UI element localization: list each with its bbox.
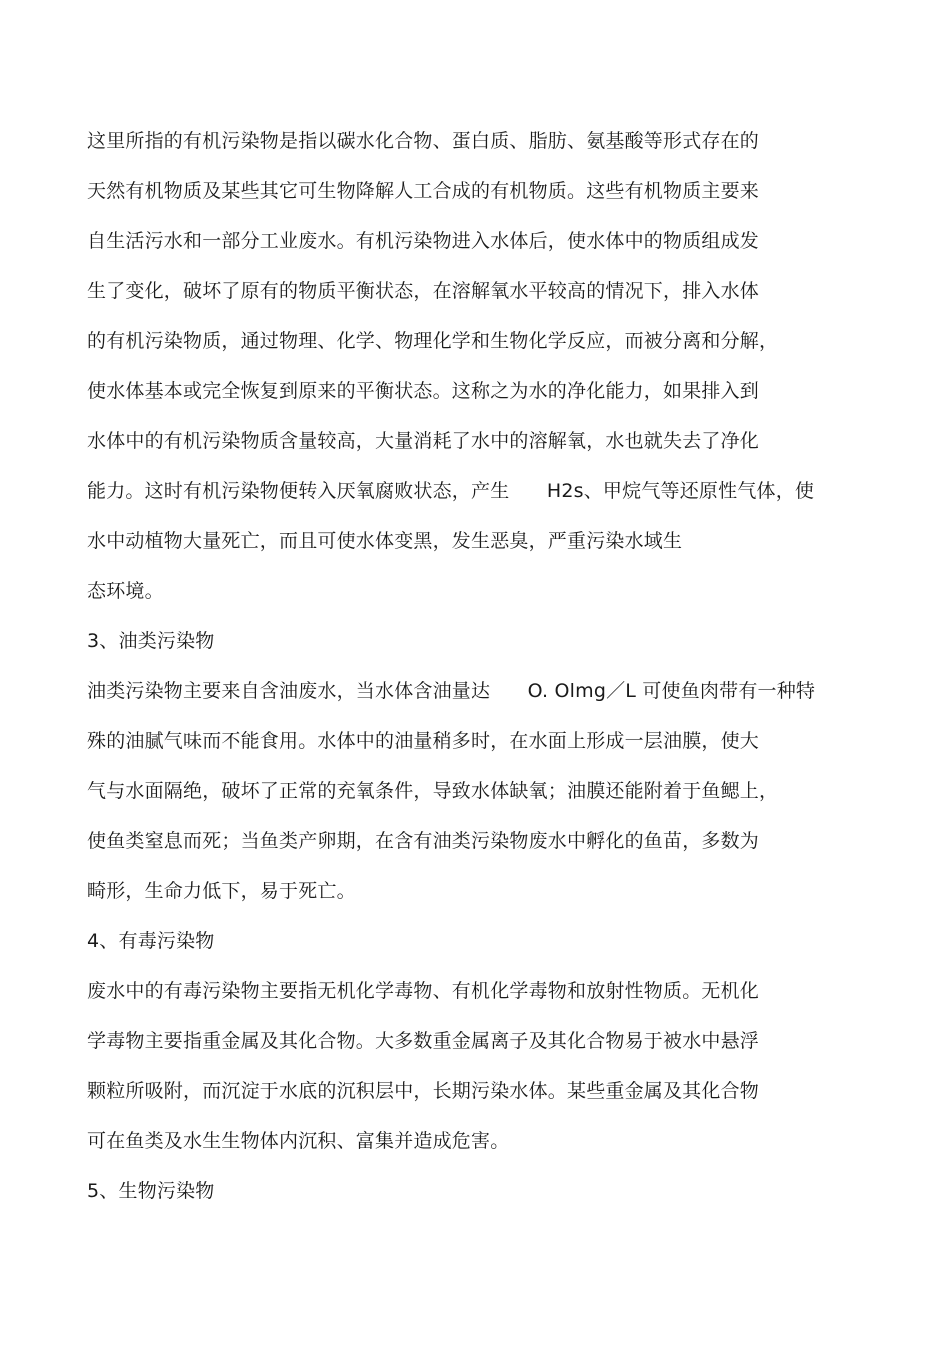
section-heading-toxic: 4、有毒污染物 [87, 930, 215, 952]
section-heading-bio: 5、生物污染物 [87, 1180, 215, 1202]
paragraph-line: 颗粒所吸附，而沉淀于水底的沉积层中，长期污染水体。某些重金属及其化合物 [87, 1080, 760, 1102]
paragraph-line: 殊的油腻气味而不能食用。水体中的油量稍多时，在水面上形成一层油膜，使大 [87, 730, 760, 752]
paragraph-line: 天然有机物质及某些其它可生物降解人工合成的有机物质。这些有机物质主要来 [87, 180, 760, 202]
paragraph-line: 水中动植物大量死亡，而且可使水体变黑，发生恶臭，严重污染水域生 [87, 530, 683, 552]
paragraph-line: 使鱼类窒息而死；当鱼类产卵期，在含有油类污染物废水中孵化的鱼苗，多数为 [87, 830, 760, 852]
paragraph-line: 水体中的有机污染物质含量较高，大量消耗了水中的溶解氧，水也就失去了净化 [87, 430, 760, 452]
paragraph-line: 油类污染物主要来自含油废水，当水体含油量达 O. Olmg／L 可使鱼肉带有一种特 [87, 680, 816, 702]
section-heading-oil: 3、油类污染物 [87, 630, 215, 652]
paragraph-line: 可在鱼类及水生生物体内沉积、富集并造成危害。 [87, 1130, 510, 1152]
paragraph-line: 能力。这时有机污染物便转入厌氧腐败状态，产生 H2s、甲烷气等还原性气体，使 [87, 480, 815, 502]
paragraph-line: 这里所指的有机污染物是指以碳水化合物、蛋白质、脂肪、氨基酸等形式存在的 [87, 130, 760, 152]
paragraph-line: 学毒物主要指重金属及其化合物。大多数重金属离子及其化合物易于被水中悬浮 [87, 1030, 760, 1052]
paragraph-line: 态环境。 [87, 580, 164, 602]
paragraph-line: 使水体基本或完全恢复到原来的平衡状态。这称之为水的净化能力，如果排入到 [87, 380, 760, 402]
paragraph-line: 气与水面隔绝，破坏了正常的充氧条件，导致水体缺氧；油膜还能附着于鱼鳃上， [87, 780, 779, 802]
paragraph-line: 废水中的有毒污染物主要指无机化学毒物、有机化学毒物和放射性物质。无机化 [87, 980, 760, 1002]
paragraph-line: 畸形，生命力低下，易于死亡。 [87, 880, 356, 902]
paragraph-line: 生了变化，破坏了原有的物质平衡状态，在溶解氧水平较高的情况下，排入水体 [87, 280, 760, 302]
paragraph-line: 的有机污染物质，通过物理、化学、物理化学和生物化学反应，而被分离和分解， [87, 330, 779, 352]
paragraph-line: 自生活污水和一部分工业废水。有机污染物进入水体后，使水体中的物质组成发 [87, 230, 760, 252]
